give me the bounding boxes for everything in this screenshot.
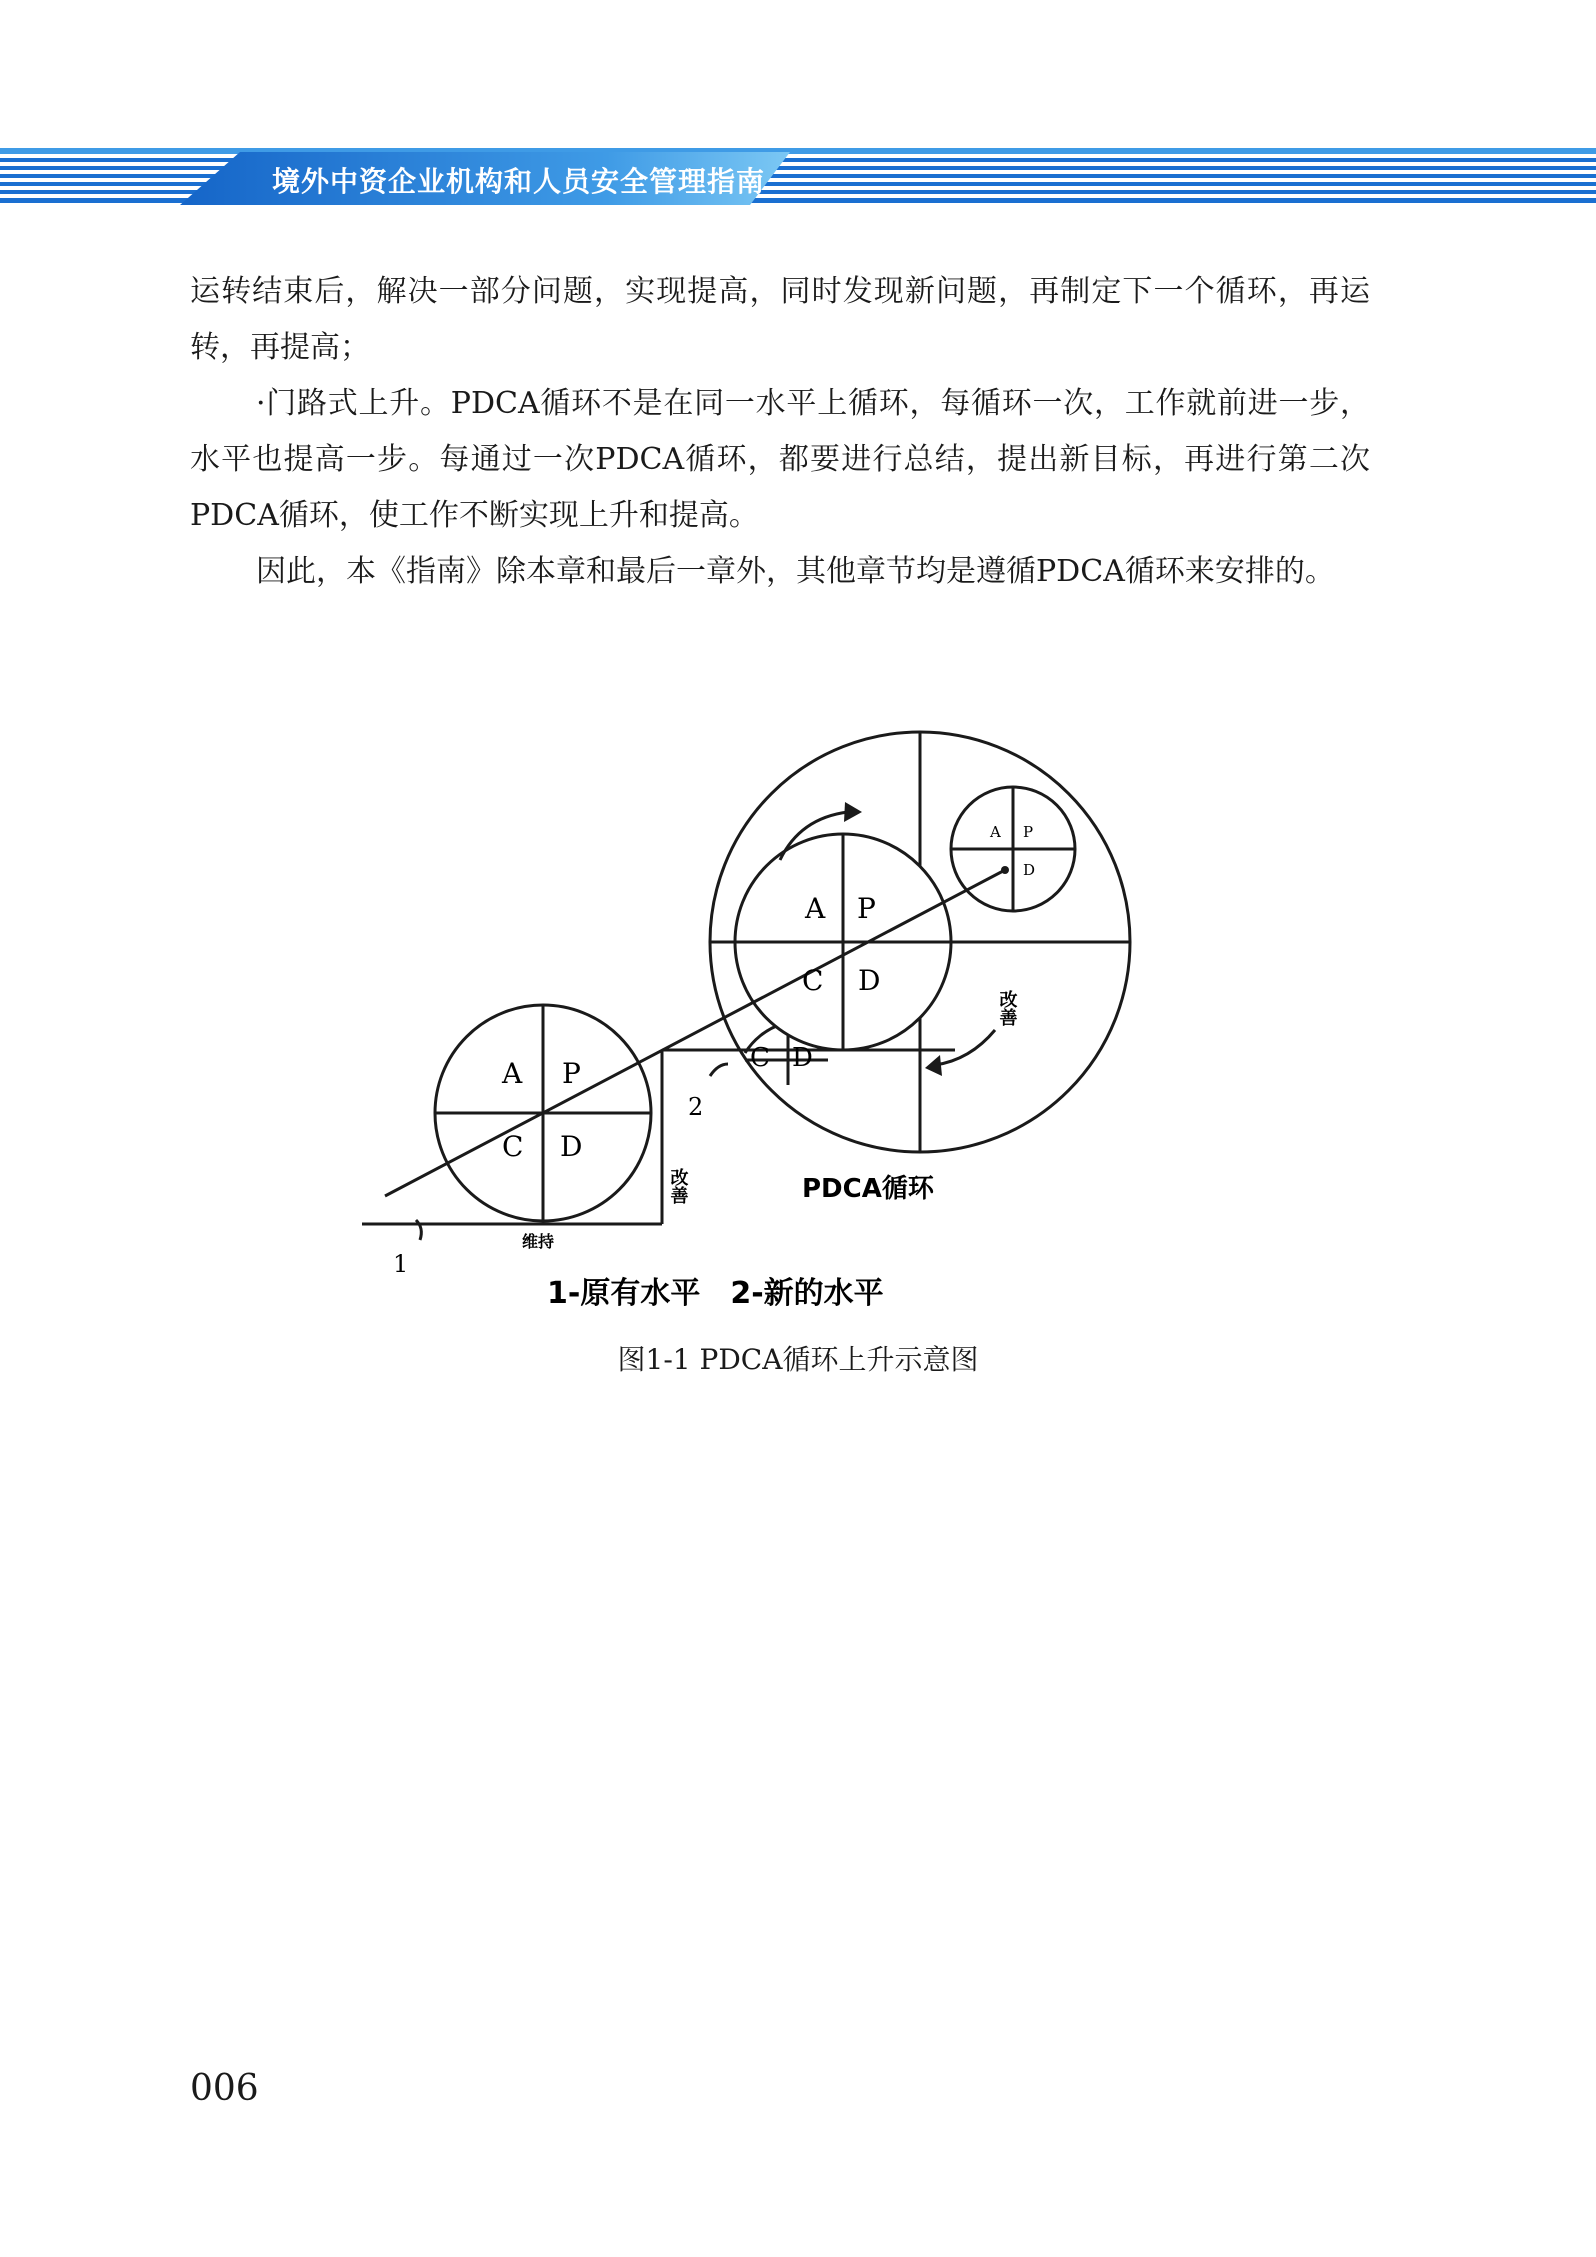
mid-quadrant-c: C xyxy=(802,964,824,997)
level-mark-2: 2 xyxy=(688,1093,704,1121)
inner-quadrant-d: D xyxy=(792,1043,813,1073)
tiny-quadrant-d: D xyxy=(1023,861,1036,879)
paragraph-1: 运转结束后，解决一部分问题，实现提高，同时发现新问题，再制定下一个循环，再运转，再提高； xyxy=(190,274,1370,365)
pdca-diagram xyxy=(350,720,1150,1320)
label-improve-upper: 改善 xyxy=(996,990,1018,1026)
label-improve-lower: 改善 xyxy=(667,1168,689,1204)
mid-quadrant-p: P xyxy=(857,892,876,925)
figure-caption: 图1-1 PDCA循环上升示意图 xyxy=(617,1343,979,1376)
mid-quadrant-a: A xyxy=(805,892,826,925)
small-quadrant-p: P xyxy=(562,1057,581,1090)
mid-quadrant-d: D xyxy=(858,964,881,997)
small-quadrant-a: A xyxy=(502,1057,523,1090)
small-quadrant-c: C xyxy=(502,1130,524,1163)
body-text xyxy=(190,264,1370,600)
tiny-quadrant-p: P xyxy=(1023,823,1034,841)
inner-quadrant-c: C xyxy=(750,1043,770,1073)
paragraph-2: ·门路式上升。PDCA循环不是在同一水平上循环，每循环一次，工作就前进一步，水平也提高一步。每通过一次PDCA循环，都要进行总结，提出新目标，再进行第二次PDCA循环，使工作不断实现上升和提高。 xyxy=(190,386,1370,533)
tiny-quadrant-a: A xyxy=(990,823,1001,841)
header-banner xyxy=(0,0,1596,220)
small-quadrant-d: D xyxy=(560,1130,583,1163)
paragraph-3: 因此，本《指南》除本章和最后一章外，其他章节均是遵循PDCA循环来安排的。 xyxy=(256,554,1335,589)
running-header-title: 境外中资企业机构和人员安全管理指南 xyxy=(272,165,766,198)
page-number: 006 xyxy=(190,2068,259,2109)
label-maintain: 维持 xyxy=(522,1232,555,1251)
label-pdca-cycle: PDCA循环 xyxy=(802,1174,934,1204)
figure-legend: 1-原有水平 2-新的水平 xyxy=(547,1276,884,1311)
level-mark-1: 1 xyxy=(393,1250,409,1278)
